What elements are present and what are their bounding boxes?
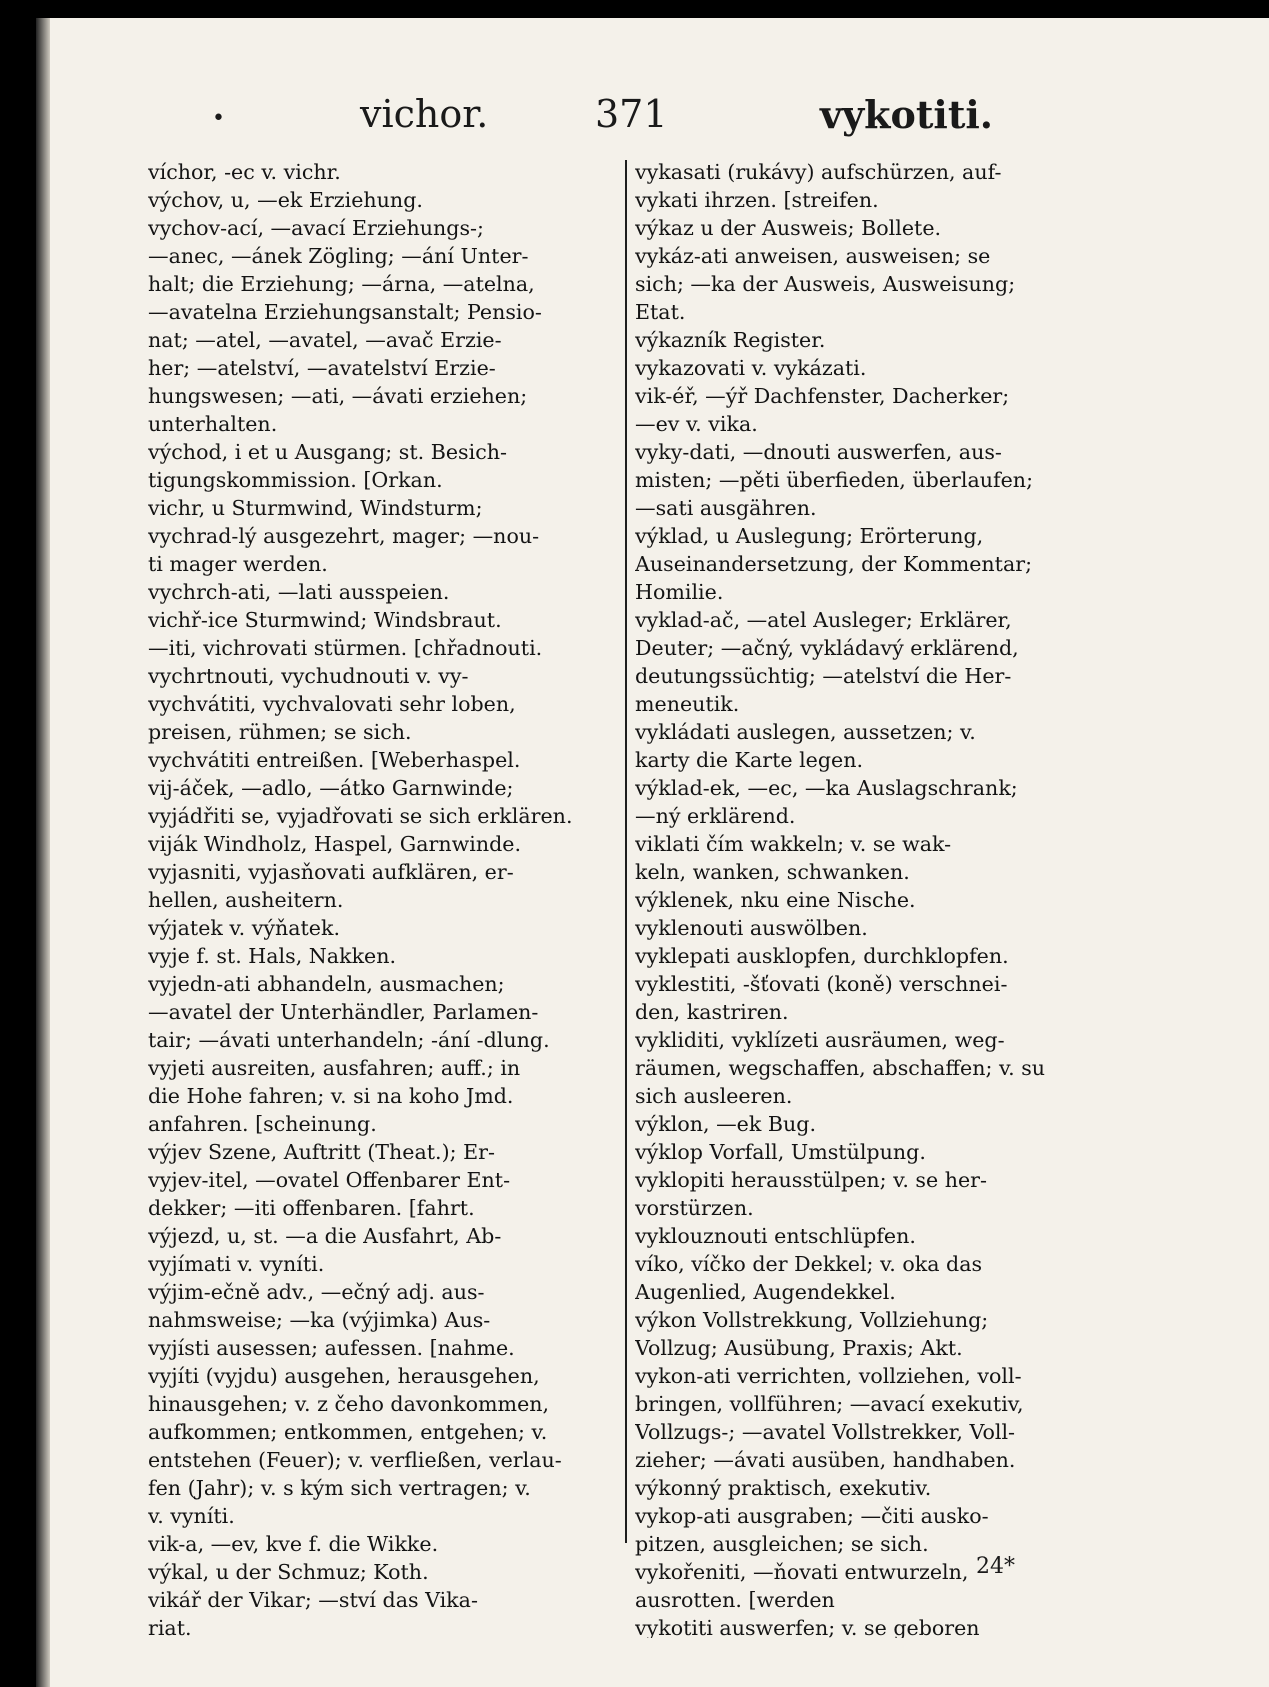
entry-line: výkaz u der Ausweis; Bollete. [635, 216, 942, 240]
entry-line: vychrad-lý ausgezehrt, mager; —nou- [148, 524, 540, 548]
right-column [635, 158, 1105, 1638]
entry-line: v. vyníti. [148, 1504, 235, 1528]
entry-line: sich; —ka der Ausweis, Ausweisung; [635, 272, 1016, 296]
column-divider [625, 160, 627, 1543]
entry-line: nahmsweise; —ka (výjimka) Aus- [148, 1308, 491, 1332]
entry-line: —anec, —ánek Zögling; —ání Unter- [148, 244, 529, 268]
entry-line: preisen, rühmen; se sich. [148, 720, 412, 744]
entry-line: vyklouznouti entschlüpfen. [635, 1224, 916, 1248]
entry-line: vychrtnouti, vychudnouti v. vy- [148, 664, 469, 688]
page-number: 371 [595, 92, 668, 136]
entry-line: vychrch-ati, —lati ausspeien. [148, 580, 450, 604]
entry-line: výklop Vorfall, Umstülpung. [635, 1140, 926, 1164]
entry-line: víko, víčko der Dekkel; v. oka das [635, 1252, 983, 1276]
entry-line: hinausgehen; v. z čeho davonkommen, [148, 1392, 550, 1416]
entry-line: den, kastriren. [635, 1000, 789, 1024]
entry-line: vyklad-ač, —atel Ausleger; Erklärer, [635, 608, 1012, 632]
entry-line: karty die Karte legen. [635, 748, 864, 772]
entry-line: nat; —atel, —avatel, —avač Erzie- [148, 328, 502, 352]
entry-line: hellen, ausheitern. [148, 888, 344, 912]
entry-line: vykotiti auswerfen; v. se geboren [635, 1616, 980, 1638]
entry-line: vykořeniti, —ňovati entwurzeln, [635, 1560, 969, 1584]
entry-line: vyky-dati, —dnouti auswerfen, aus- [635, 440, 1002, 464]
entry-line: výklenek, nku eine Nische. [635, 888, 916, 912]
entry-line: výchov, u, —ek Erziehung. [148, 188, 423, 212]
entry-line: —iti, vichrovati stürmen. [chřadnouti. [148, 636, 543, 660]
entry-line: výkazník Register. [635, 328, 826, 352]
entry-line: zieher; —ávati ausüben, handhaben. [635, 1448, 1016, 1472]
entry-line: vik-éř, —ýř Dachfenster, Dacherker; [635, 384, 1010, 408]
entry-line: Vollzug; Ausübung, Praxis; Akt. [635, 1336, 963, 1360]
entry-line: tair; —ávati unterhandeln; -ání -dlung. [148, 1028, 550, 1052]
entry-line: vyklestiti, -šťovati (koně) verschnei- [635, 972, 1008, 996]
entry-line: vykop-ati ausgraben; —čiti ausko- [635, 1504, 989, 1528]
entry-line: —sati ausgähren. [635, 496, 817, 520]
entry-line: viják Windholz, Haspel, Garnwinde. [148, 832, 522, 856]
entry-line: räumen, wegschaffen, abschaffen; v. su [635, 1056, 1046, 1080]
entry-line: —ný erklärend. [635, 804, 796, 828]
signature-mark: 24* [976, 1554, 1015, 1579]
header-bullet: • [212, 106, 225, 131]
entry-line: —ev v. vika. [635, 412, 758, 436]
entry-line: viklati čím wakkeln; v. se wak- [635, 832, 952, 856]
entry-line: —avatel der Unterhändler, Parlamen- [148, 1000, 539, 1024]
entry-line: vykon-ati verrichten, vollziehen, voll- [635, 1364, 1022, 1388]
entry-line: výjatek v. výňatek. [148, 916, 340, 940]
entry-line: vykáz-ati anweisen, ausweisen; se [635, 244, 991, 268]
entry-line: vykasati (rukávy) aufschürzen, auf- [635, 160, 1002, 184]
entry-line: východ, i et u Ausgang; st. Besich- [148, 440, 507, 464]
entry-line: vorstürzen. [635, 1196, 754, 1220]
entry-line: vychvátiti, vychvalovati sehr loben, [148, 692, 516, 716]
entry-line: fen (Jahr); v. s kým sich vertragen; v. [148, 1476, 531, 1500]
entry-line: Homilie. [635, 580, 724, 604]
entry-line: Etat. [635, 300, 686, 324]
entry-line: vyjasniti, vyjasňovati aufklären, er- [148, 860, 514, 884]
entry-line: vychov-ací, —avací Erziehungs-; [148, 216, 484, 240]
entry-line: dekker; —iti offenbaren. [fahrt. [148, 1196, 475, 1220]
entry-line: vyjev-itel, —ovatel Offenbarer Ent- [148, 1168, 511, 1192]
entry-line: unterhalten. [148, 412, 278, 436]
entry-line: die Hohe fahren; v. si na koho Jmd. [148, 1084, 514, 1108]
entry-line: vyjádřiti se, vyjadřovati se sich erklären. [148, 804, 573, 828]
entry-line: výklon, —ek Bug. [635, 1112, 817, 1136]
entry-line: entstehen (Feuer); v. verfließen, verlau- [148, 1448, 562, 1472]
entry-line: deutungssüchtig; —atelství die Her- [635, 664, 1012, 688]
entry-line: Vollzugs-; —avatel Vollstrekker, Voll- [635, 1420, 1015, 1444]
entry-line: Augenlied, Augendekkel. [635, 1280, 896, 1304]
entry-line: výkonný praktisch, exekutiv. [635, 1476, 932, 1500]
entry-line: Auseinandersetzung, der Kommentar; [635, 552, 1033, 576]
entry-line: výkal, u der Schmuz; Koth. [148, 1560, 429, 1584]
entry-line: vykati ihrzen. [streifen. [635, 188, 879, 212]
entry-line: misten; —pěti überfieden, überlaufen; [635, 468, 1034, 492]
page-binding-edge [36, 18, 50, 1687]
entry-line: vykliditi, vyklízeti ausräumen, weg- [635, 1028, 1005, 1052]
entry-line: vyjedn-ati abhandeln, ausmachen; [148, 972, 505, 996]
entry-line: ausrotten. [werden [635, 1588, 835, 1612]
entry-line: výkon Vollstrekkung, Vollziehung; [635, 1308, 989, 1332]
entry-line: bringen, vollführen; —avací exekutiv, [635, 1392, 1024, 1416]
left-headword: vichor. [360, 92, 489, 136]
entry-line: —avatelna Erziehungsanstalt; Pensio- [148, 300, 542, 324]
entry-line: výklad-ek, —ec, —ka Auslagschrank; [635, 776, 1018, 800]
entry-line: ti mager werden. [148, 552, 328, 576]
entry-line: vychvátiti entreißen. [Weberhaspel. [148, 748, 521, 772]
entry-line: aufkommen; entkommen, entgehen; v. [148, 1420, 548, 1444]
entry-line: tigungskommission. [Orkan. [148, 468, 443, 492]
entry-line: sich ausleeren. [635, 1084, 793, 1108]
entry-line: vyklenouti auswölben. [635, 916, 868, 940]
right-headword: vykotiti. [820, 92, 994, 137]
left-column [148, 158, 618, 1638]
entry-line: hungswesen; —ati, —ávati erziehen; [148, 384, 528, 408]
entry-line: vij-áček, —adlo, —átko Garnwinde; [148, 776, 514, 800]
entry-line: vyjíti (vyjdu) ausgehen, herausgehen, [148, 1364, 540, 1388]
entry-line: keln, wanken, schwanken. [635, 860, 910, 884]
entry-line: anfahren. [scheinung. [148, 1112, 377, 1136]
page-header [140, 86, 1120, 146]
entry-line: her; —atelství, —avatelství Erzie- [148, 356, 496, 380]
entry-line: vykazovati v. vykázati. [635, 356, 867, 380]
entry-line: výklad, u Auslegung; Erörterung, [635, 524, 984, 548]
entry-line: vik-a, —ev, kve f. die Wikke. [148, 1532, 439, 1556]
entry-line: vichř-ice Sturmwind; Windsbraut. [148, 608, 502, 632]
entry-line: vikář der Vikar; —ství das Vika- [148, 1588, 478, 1612]
entry-line: riat. [148, 1616, 192, 1638]
entry-line: vyje f. st. Hals, Nakken. [148, 944, 397, 968]
entry-line: vichr, u Sturmwind, Windsturm; [148, 496, 483, 520]
entry-line: výjezd, u, st. —a die Ausfahrt, Ab- [148, 1224, 502, 1248]
entry-line: víchor, -ec v. vichr. [148, 160, 341, 184]
entry-line: výjev Szene, Auftritt (Theat.); Er- [148, 1140, 495, 1164]
entry-line: výjim-ečně adv., —ečný adj. aus- [148, 1280, 485, 1304]
entry-line: vyklopiti herausstülpen; v. se her- [635, 1168, 987, 1192]
entry-line: vyklepati ausklopfen, durchklopfen. [635, 944, 1009, 968]
entry-line: vyjísti ausessen; aufessen. [nahme. [148, 1336, 515, 1360]
entry-line: meneutik. [635, 692, 740, 716]
entry-line: vykládati auslegen, aussetzen; v. [635, 720, 976, 744]
entry-line: vyjímati v. vyníti. [148, 1252, 325, 1276]
entry-line: Deuter; —ačný, vykládavý erklärend, [635, 636, 1019, 660]
entry-line: pitzen, ausgleichen; se sich. [635, 1532, 929, 1556]
entry-line: halt; die Erziehung; —árna, —atelna, [148, 272, 535, 296]
entry-line: vyjeti ausreiten, ausfahren; auff.; in [148, 1056, 521, 1080]
